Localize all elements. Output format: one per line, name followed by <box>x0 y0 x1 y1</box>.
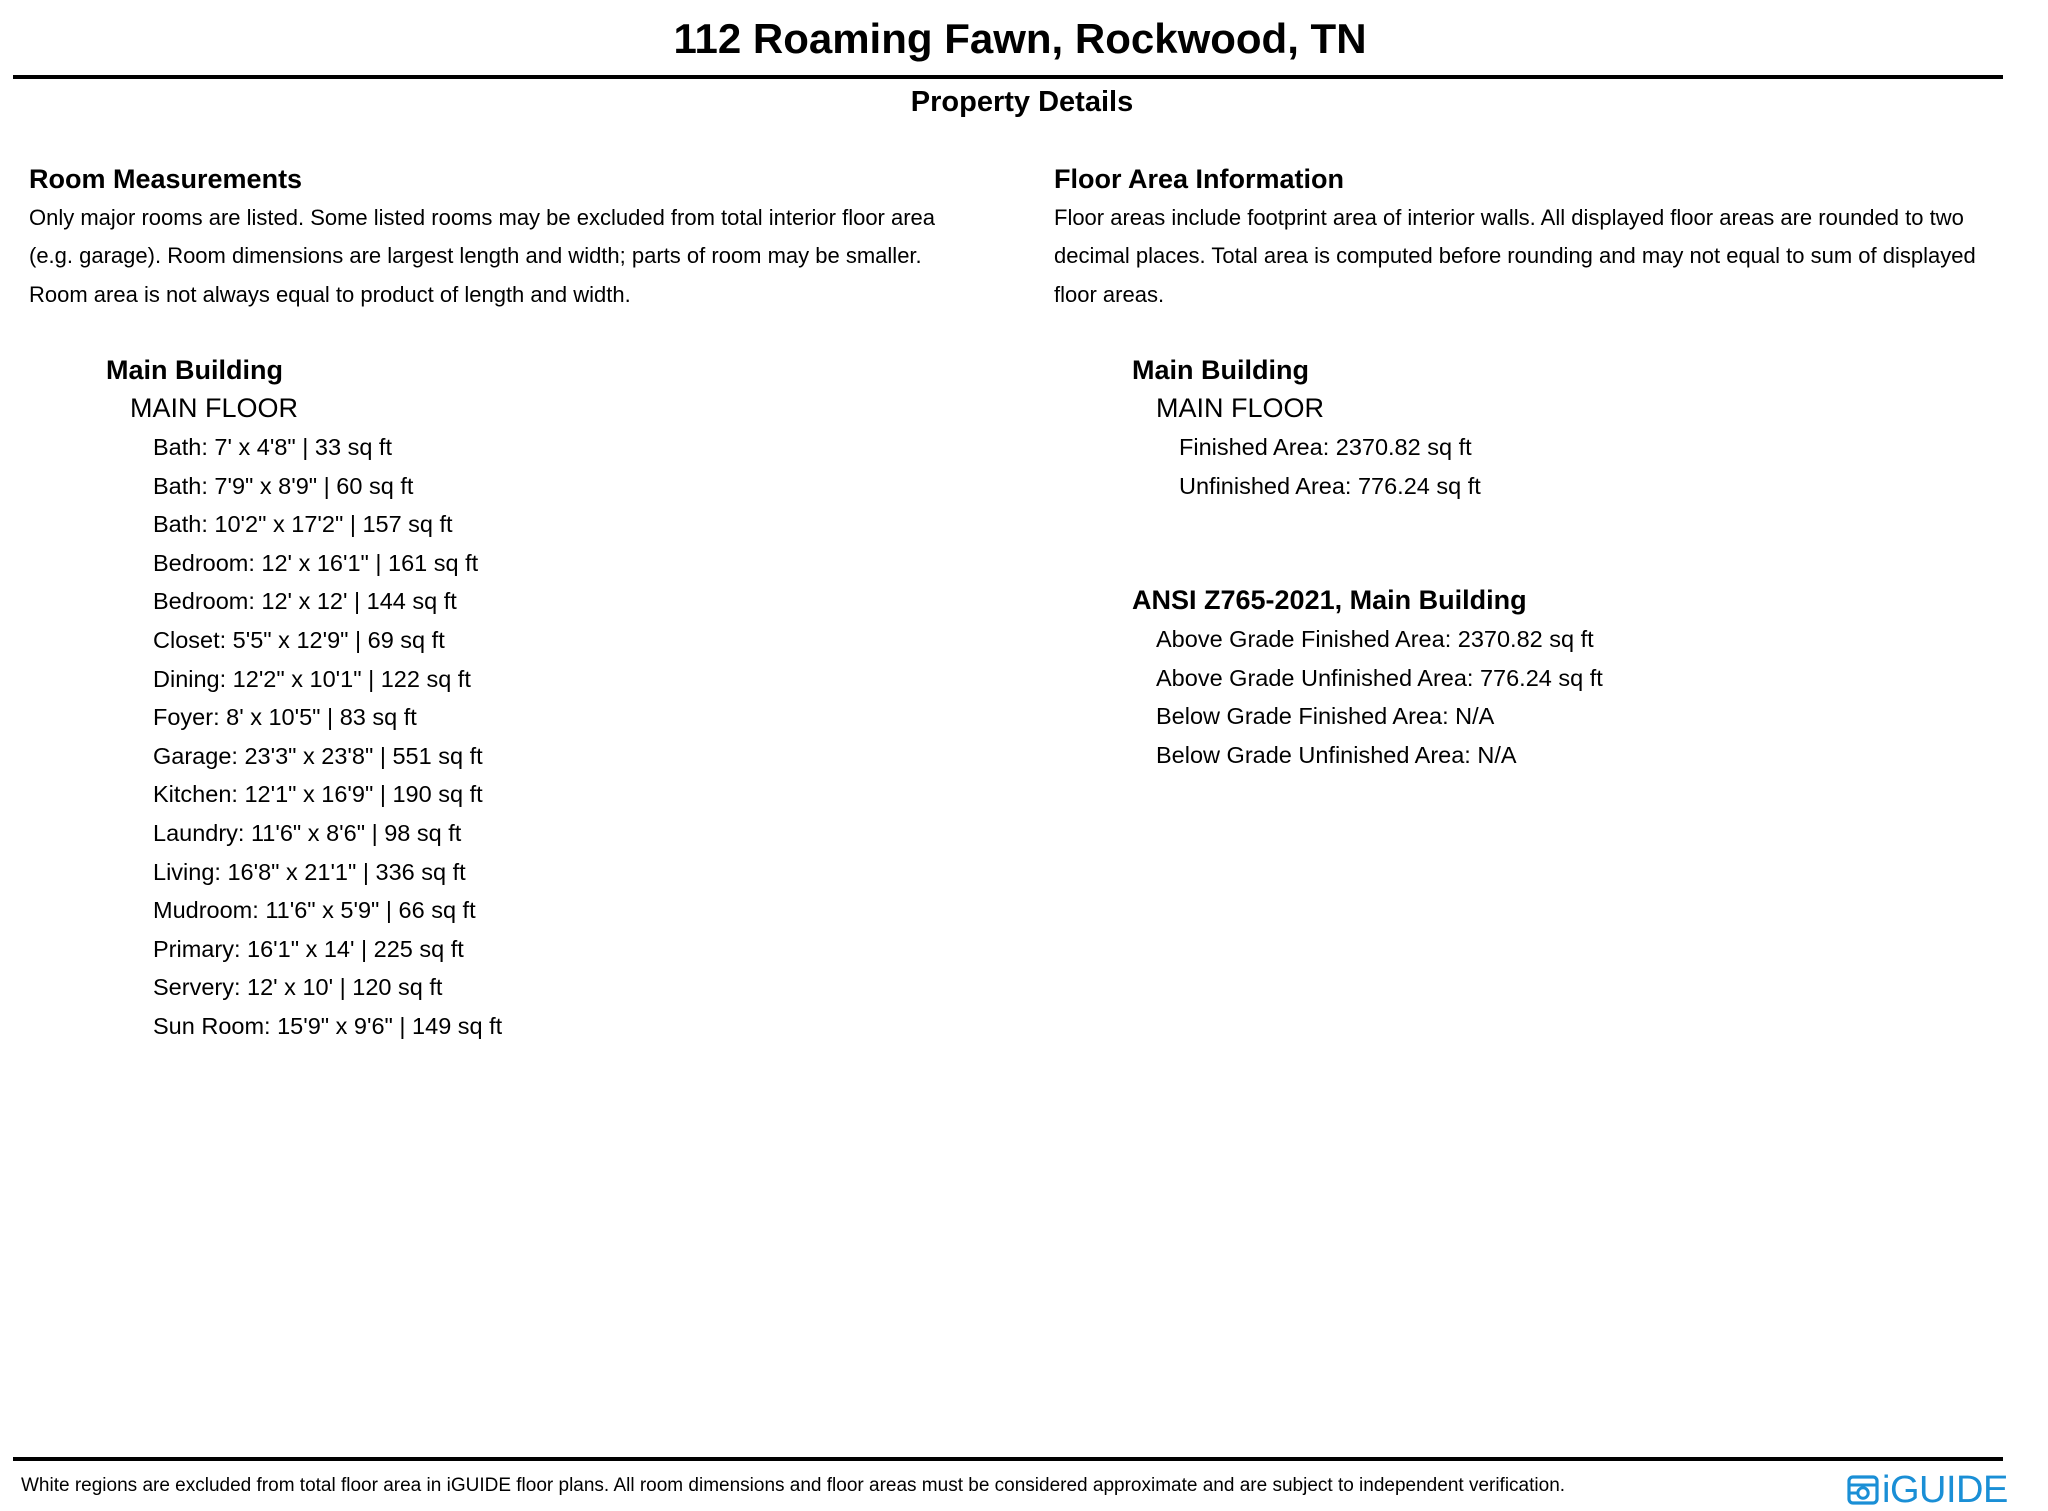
footer-divider <box>13 1457 2003 1461</box>
room-item: Bedroom: 12' x 16'1" | 161 sq ft <box>153 549 479 576</box>
ansi-item: Above Grade Finished Area: 2370.82 sq ft <box>1156 626 1594 652</box>
floor-area-list <box>1179 428 1481 505</box>
floor-name: MAIN FLOOR <box>1156 393 1325 423</box>
page-subtitle: Property Details <box>910 86 1134 118</box>
footer-disclaimer: White regions are excluded from total floor area in iGUIDE floor plans. All room dimensions and floor areas must be considered approximate and are subject to independent verification. <box>21 1475 1566 1496</box>
room-item: Mudroom: 11'6" x 5'9" | 66 sq ft <box>153 897 476 924</box>
ansi-heading: ANSI Z765-2021, Main Building <box>1132 585 1527 615</box>
room-item: Bath: 7' x 4'8" | 33 sq ft <box>153 434 392 460</box>
floor-area-heading: Floor Area Information <box>1054 164 1345 194</box>
room-item: Bath: 7'9" x 8'9" | 60 sq ft <box>153 472 414 499</box>
header-divider <box>13 75 2003 79</box>
description-line: Only major rooms are listed. Some listed rooms may be excluded from total interior floor area <box>29 205 936 230</box>
camera-icon <box>1847 1474 1879 1506</box>
page-title: 112 Roaming Fawn, Rockwood, TN <box>673 15 1367 62</box>
room-item: Laundry: 11'6" x 8'6" | 98 sq ft <box>153 819 462 846</box>
floor-area-description <box>1054 199 2044 314</box>
area-item: Unfinished Area: 776.24 sq ft <box>1179 472 1481 499</box>
room-item: Foyer: 8' x 10'5" | 83 sq ft <box>153 704 417 731</box>
room-measurements-heading: Room Measurements <box>29 164 303 194</box>
room-item: Servery: 12' x 10' | 120 sq ft <box>153 974 443 1001</box>
description-line: Room area is not always equal to product of length and width. <box>29 281 631 307</box>
room-item: Living: 16'8" x 21'1" | 336 sq ft <box>153 858 466 885</box>
room-item: Bedroom: 12' x 12' | 144 sq ft <box>153 588 457 615</box>
room-item: Kitchen: 12'1" x 16'9" | 190 sq ft <box>153 781 483 808</box>
logo-text: iGUIDE <box>1882 1469 2008 1511</box>
iguide-logo <box>1847 1471 2008 1509</box>
room-item: Garage: 23'3" x 23'8" | 551 sq ft <box>153 742 483 769</box>
description-line: floor areas. <box>1054 281 1165 307</box>
ansi-item: Below Grade Unfinished Area: N/A <box>1156 741 1517 768</box>
ansi-item: Above Grade Unfinished Area: 776.24 sq ft <box>1156 664 1603 691</box>
room-item: Bath: 10'2" x 17'2" | 157 sq ft <box>153 511 453 538</box>
description-line: (e.g. garage). Room dimensions are largest length and width; parts of room may be smaller. <box>29 243 922 269</box>
room-measurements-description <box>29 199 1029 314</box>
description-line: Floor areas include footprint area of interior walls. All displayed floor areas are rounded to two <box>1054 205 1964 230</box>
area-item: Finished Area: 2370.82 sq ft <box>1179 434 1472 460</box>
ansi-area-list <box>1156 620 1603 774</box>
room-item: Dining: 12'2" x 10'1" | 122 sq ft <box>153 665 471 692</box>
description-line: decimal places. Total area is computed before rounding and may not equal to sum of displayed <box>1054 243 1976 269</box>
room-item: Primary: 16'1" x 14' | 225 sq ft <box>153 935 464 962</box>
room-item: Closet: 5'5" x 12'9" | 69 sq ft <box>153 626 445 653</box>
ansi-item: Below Grade Finished Area: N/A <box>1156 703 1495 730</box>
building-name: Main Building <box>1132 355 1309 385</box>
room-list <box>153 428 502 1046</box>
floor-name: MAIN FLOOR <box>130 393 299 423</box>
room-item: Sun Room: 15'9" x 9'6" | 149 sq ft <box>153 1012 503 1039</box>
building-name: Main Building <box>106 355 283 385</box>
